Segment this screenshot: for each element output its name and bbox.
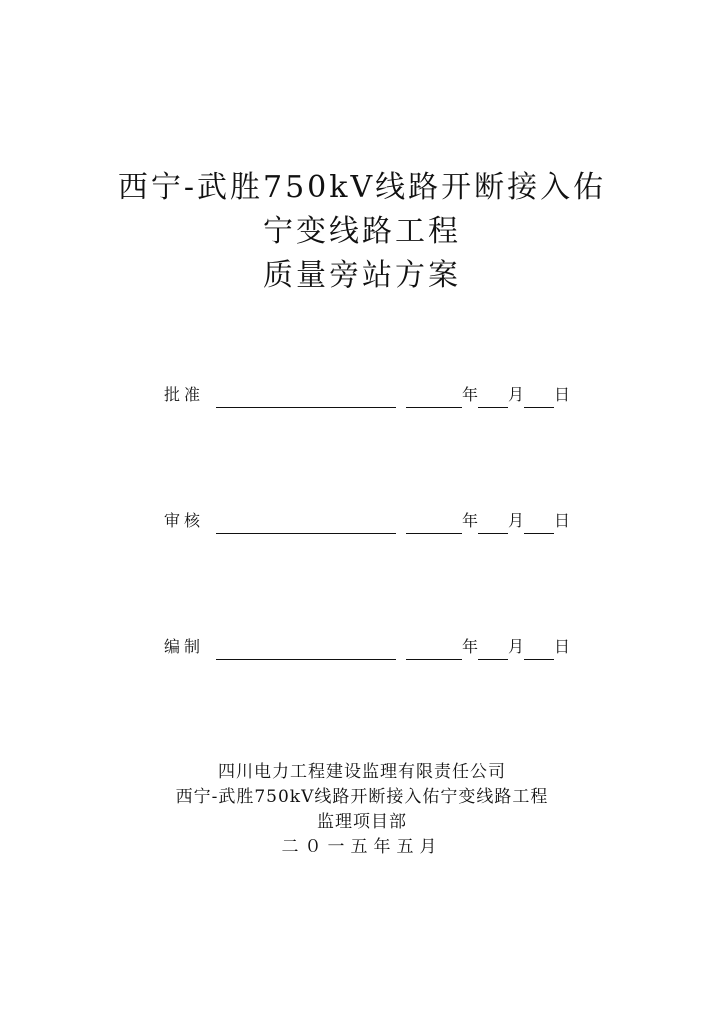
title-line-1: 西宁-武胜750kV线路开断接入佑 [117, 170, 607, 205]
compile-day-label: 日 [554, 637, 571, 656]
compile-month-label: 月 [508, 637, 525, 656]
compile-day-line [524, 639, 554, 660]
department-name: 监理项目部 [317, 812, 407, 832]
compile-month-line [478, 639, 508, 660]
compile-row [164, 634, 570, 660]
approval-month-label: 月 [508, 385, 525, 404]
approval-label: 批准 [164, 385, 205, 404]
approval-row [164, 382, 570, 408]
compile-year-label: 年 [462, 637, 479, 656]
compile-label: 编制 [164, 637, 205, 656]
review-year-line [406, 513, 462, 534]
company-name: 四川电力工程建设监理有限责任公司 [218, 762, 506, 782]
issuer-block [0, 760, 724, 860]
approval-day-label: 日 [554, 385, 571, 404]
compile-signature-line [216, 639, 396, 660]
project-name: 西宁-武胜750kV线路开断接入佑宁变线路工程 [175, 787, 549, 807]
approval-year-label: 年 [462, 385, 479, 404]
review-month-line [478, 513, 508, 534]
title-line-2: 宁变线路工程 [263, 214, 461, 249]
review-year-label: 年 [462, 511, 479, 530]
approval-signature-line [216, 387, 396, 408]
review-month-label: 月 [508, 511, 525, 530]
review-row [164, 508, 570, 534]
approval-month-line [478, 387, 508, 408]
approval-day-line [524, 387, 554, 408]
review-label: 审核 [164, 511, 205, 530]
document-title [0, 166, 724, 298]
approval-year-line [406, 387, 462, 408]
compile-year-line [406, 639, 462, 660]
review-signature-line [216, 513, 396, 534]
review-day-line [524, 513, 554, 534]
review-day-label: 日 [554, 511, 571, 530]
issue-date: 二０一五年五月 [281, 837, 443, 857]
title-line-3: 质量旁站方案 [263, 258, 461, 293]
